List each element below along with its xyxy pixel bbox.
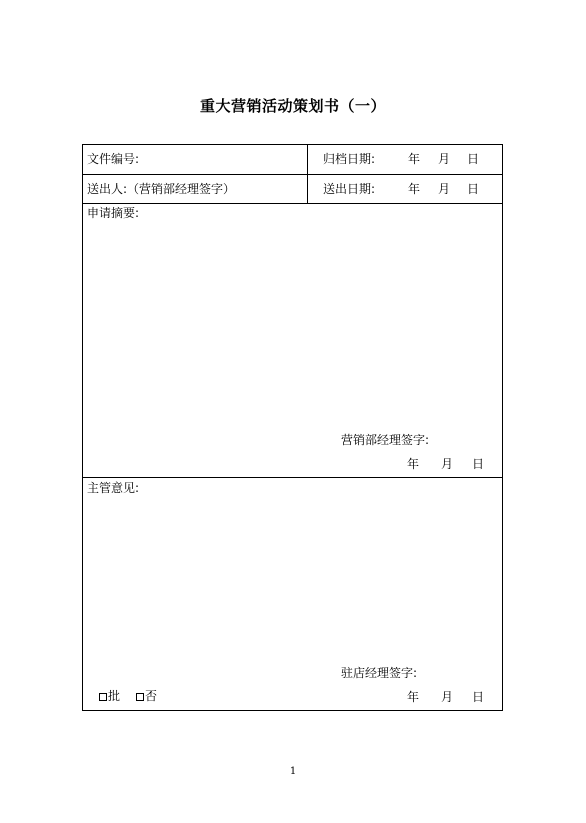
approve-option[interactable]	[99, 689, 120, 703]
send-date-year: 年	[408, 182, 421, 196]
archive-date-day: 日	[467, 152, 480, 166]
document-title: 重大营销活动策划书（一）	[199, 97, 386, 115]
reject-option[interactable]	[136, 689, 157, 703]
approve-checkbox[interactable]	[99, 693, 107, 701]
approve-label: 批	[108, 689, 121, 703]
summary-label: 申请摘要:	[87, 206, 140, 220]
file-number-label: 文件编号:	[87, 152, 140, 166]
row-supervisor-opinion	[83, 478, 502, 711]
reject-label: 否	[145, 689, 158, 703]
supervisor-opinion-label: 主管意见:	[87, 481, 140, 495]
send-date-month: 月	[438, 182, 451, 196]
approval-form	[82, 144, 503, 711]
row-application-summary	[83, 204, 502, 478]
store-sign-year: 年	[407, 690, 420, 704]
row-sender	[83, 175, 502, 204]
marketing-sign-year: 年	[407, 457, 420, 471]
store-manager-sign-label: 驻店经理签字:	[341, 666, 418, 680]
store-sign-day: 日	[472, 690, 485, 704]
send-date-day: 日	[467, 182, 480, 196]
row-file-number	[83, 145, 502, 175]
marketing-sign-month: 月	[441, 457, 454, 471]
store-sign-month: 月	[441, 690, 454, 704]
marketing-manager-sign-label: 营销部经理签字:	[341, 433, 430, 447]
send-date-label: 送出日期:	[323, 182, 376, 196]
page-number: 1	[289, 766, 297, 777]
marketing-sign-day: 日	[472, 457, 485, 471]
sender-label: 送出人:（营销部经理签字）	[87, 182, 236, 196]
archive-date-label: 归档日期:	[323, 152, 376, 166]
archive-date-month: 月	[438, 152, 451, 166]
reject-checkbox[interactable]	[136, 693, 144, 701]
archive-date-year: 年	[408, 152, 421, 166]
